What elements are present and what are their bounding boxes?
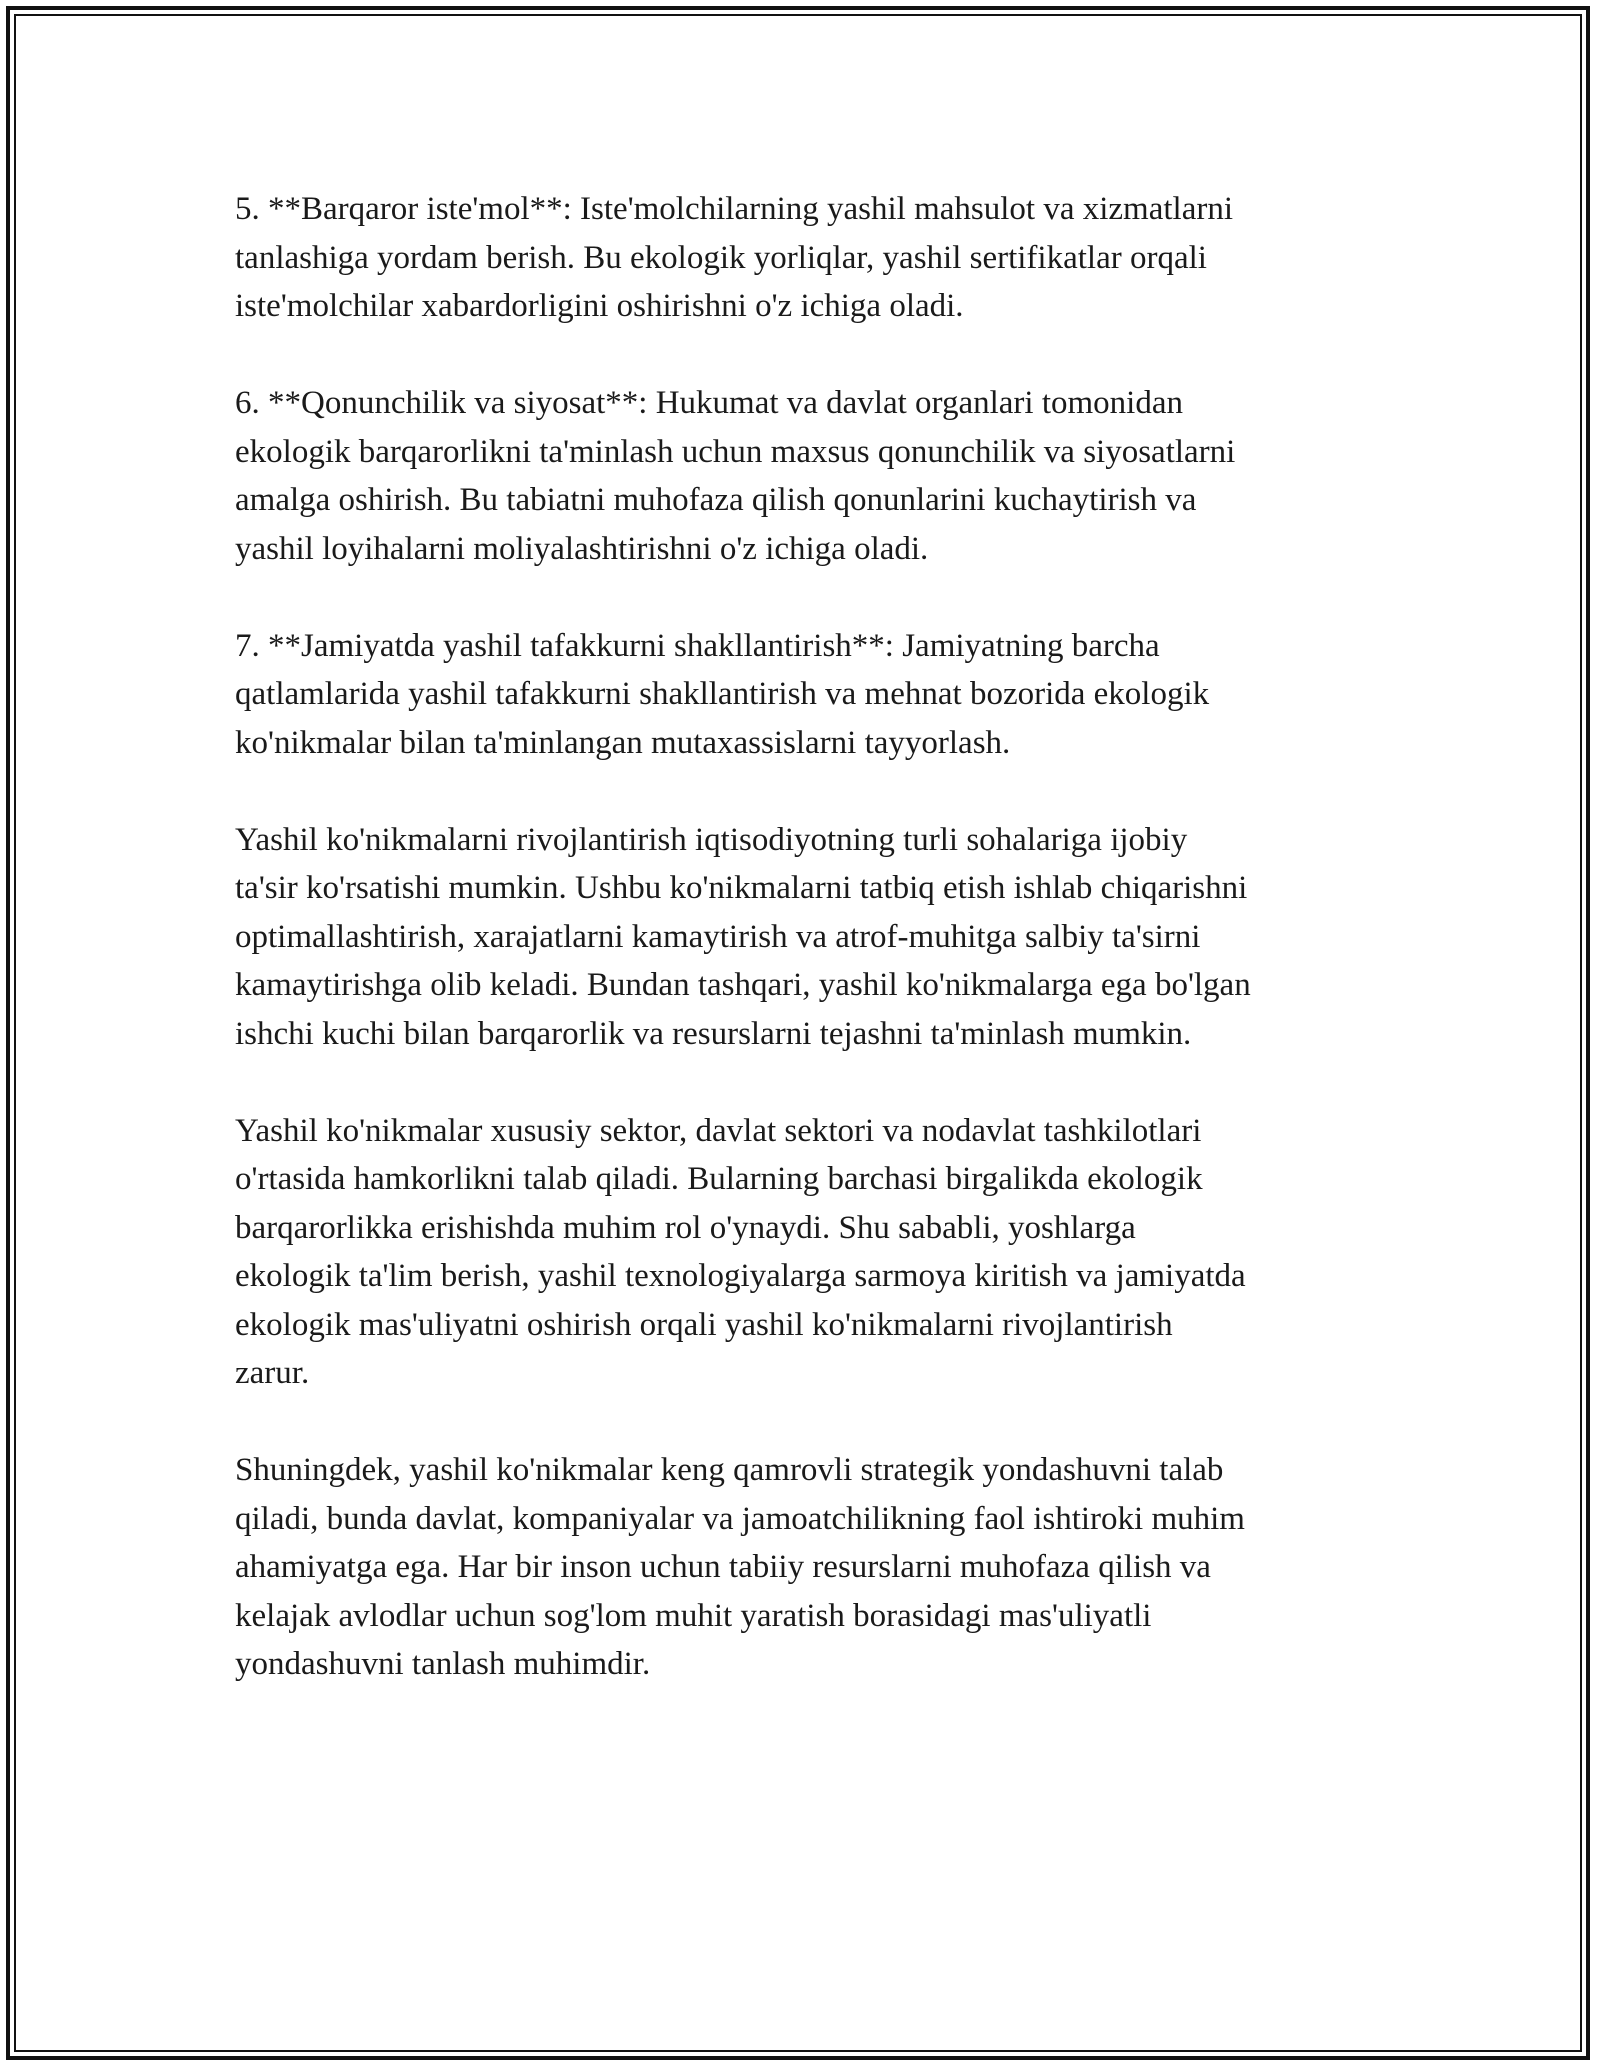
- paragraph-green-mindset: 7. **Jamiyatda yashil tafakkurni shakllantirish**: Jamiyatning barcha qatlamlarida yashil tafakkurni shakllantirish va mehnat bozorida ekologik ko'nikmalar bilan ta'minlangan mutaxassislarni tayyorlash.: [235, 627, 1210, 761]
- paragraph-strategic-approach: Shuningdek, yashil ko'nikmalar keng qamrovli strategik yondashuvni talab qiladi, bunda davlat, kompaniyalar va jamoatchilikning faol ishtiroki muhim ahamiyatga ega. Har bir inson uchun tabiiy resurslarni muhofaza qilish va kelajak avlodlar uchun sog'lom muhit yaratish borasidagi mas'uliyatli yondashuvni tanlash muhimdir.: [235, 1452, 1245, 1682]
- paragraph-legislation-policy: 6. **Qonunchilik va siyosat**: Hukumat va davlat organlari tomonidan ekologik barqarorlikni ta'minlash uchun maxsus qonunchilik va siyosatlarni amalga oshirish. Bu tabiatni muhofaza qilish qonunlarini kuchaytirish va yashil loyihalarni moliyalashtirishni o'z ichiga oladi.: [235, 385, 1236, 567]
- paragraph-sustainable-consumption: 5. **Barqaror iste'mol**: Iste'molchilarning yashil mahsulot va xizmatlarni tanlashiga yordam berish. Bu ekologik yorliqlar, yashil sertifikatlar orqali iste'molchilar xabardorligini oshirishni o'z ichiga oladi.: [235, 191, 1234, 324]
- document-body: [235, 185, 1375, 1737]
- paragraph-economic-impact: Yashil ko'nikmalarni rivojlantirish iqtisodiyotning turli sohalariga ijobiy ta'sir ko'rsatishi mumkin. Ushbu ko'nikmalarni tatbiq etish ishlab chiqarishni optimallashtirish, xarajatlarni kamaytirish va atrof-muhitga salbiy ta'sirni kamaytirishga olib keladi. Bundan tashqari, yashil ko'nikmalarga ega bo'lgan ishchi kuchi bilan barqarorlik va resurslarni tejashni ta'minlash mumkin.: [235, 821, 1251, 1052]
- paragraph-cooperation: Yashil ko'nikmalar xususiy sektor, davlat sektori va nodavlat tashkilotlari o'rtasida hamkorlikni talab qiladi. Bularning barchasi birgalikda ekologik barqarorlikka erishishda muhim rol o'ynaydi. Shu sababli, yoshlarga ekologik ta'lim berish, yashil texnologiyalarga sarmoya kiritish va jamiyatda ekologik mas'uliyatni oshirish orqali yashil ko'nikmalarni rivojlantirish zarur.: [235, 1112, 1246, 1391]
